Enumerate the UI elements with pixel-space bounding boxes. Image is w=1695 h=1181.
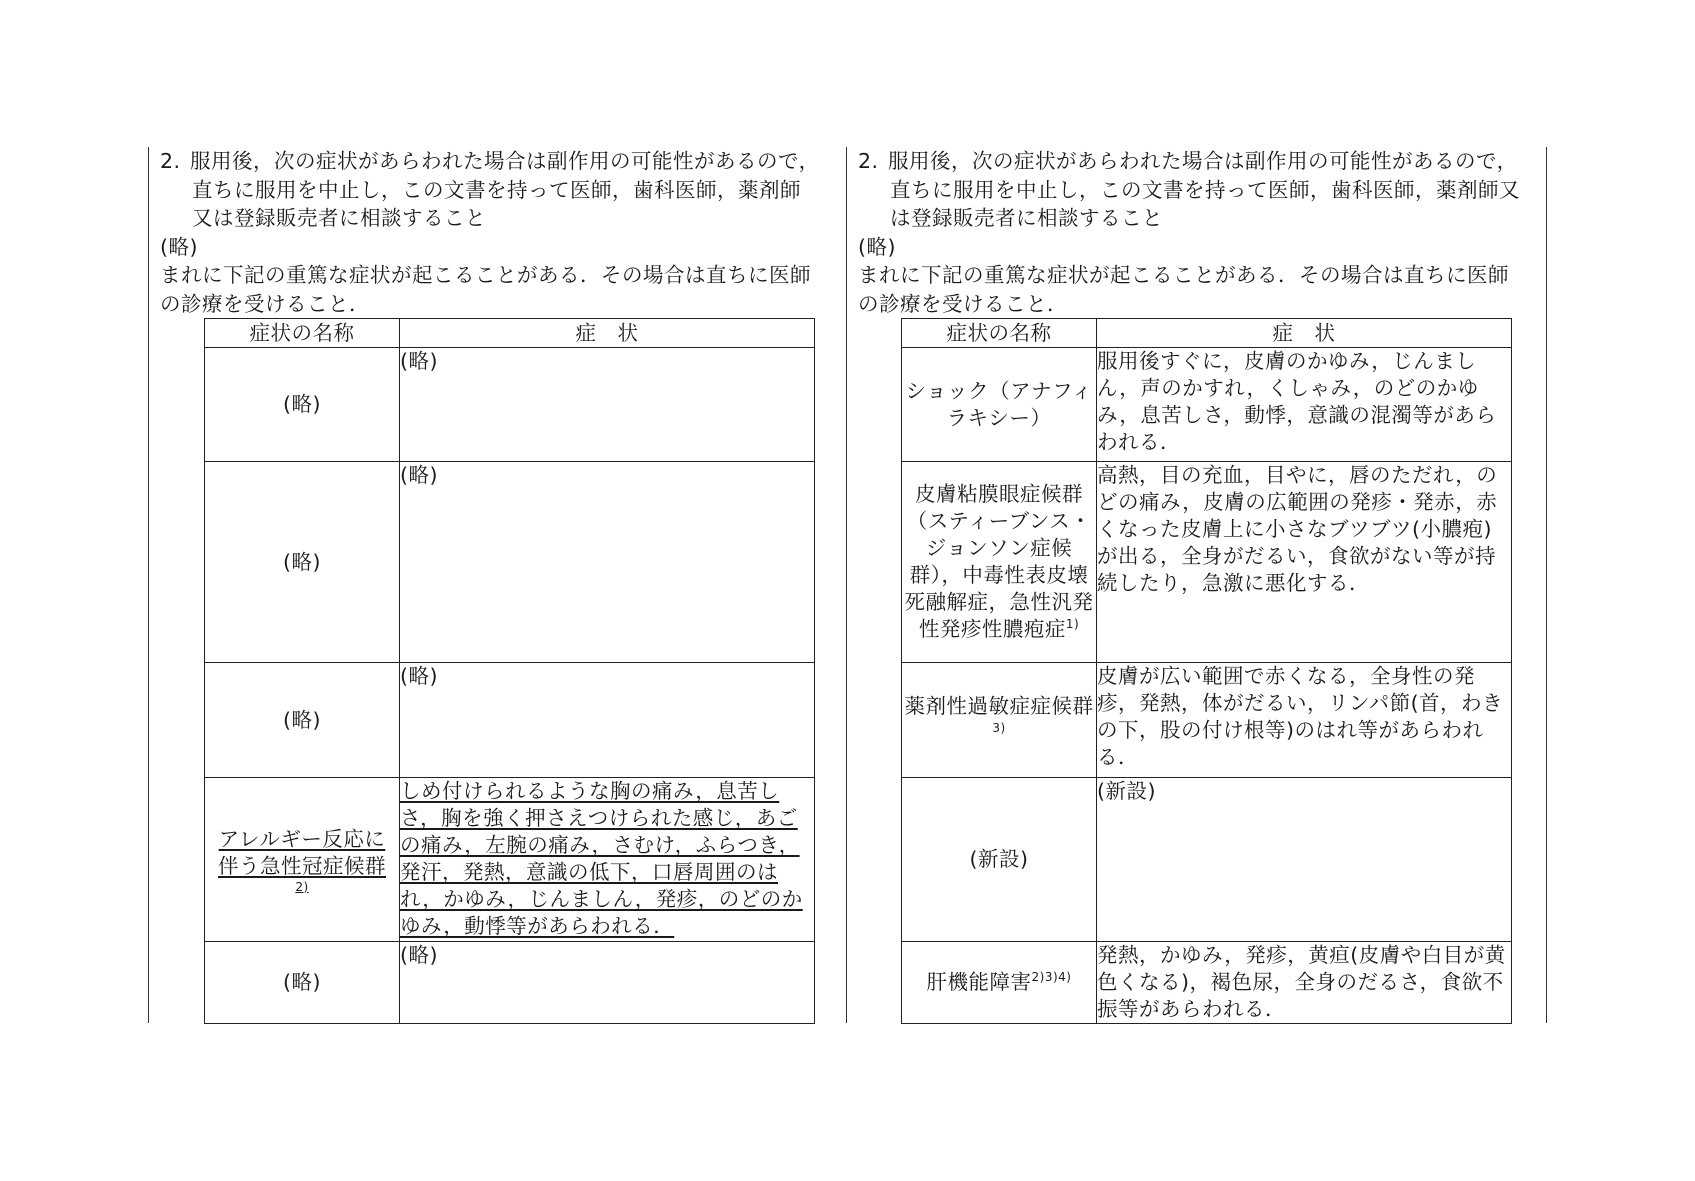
symptom-name	[902, 942, 1097, 1024]
omitted-note: (略)	[858, 234, 896, 259]
table-row	[205, 348, 815, 462]
symptom-name: (新設)	[902, 778, 1097, 942]
symptom-description	[400, 778, 815, 942]
name-line: アレルギー反応に	[218, 826, 386, 851]
table-row	[205, 663, 815, 778]
table-row	[902, 942, 1512, 1024]
table-row	[902, 778, 1512, 942]
table-row	[902, 663, 1512, 778]
symptom-name	[902, 462, 1097, 663]
reference-mark: 1)	[1065, 617, 1080, 631]
intro-line: まれに下記の重篤な症状が起こることがある．その場合は直ちに医師	[858, 263, 1509, 287]
left-border	[148, 147, 149, 1023]
left-column	[160, 147, 830, 318]
symptom-description: 発熱，かゆみ，発疹，黄疸(皮膚や白目が黄色くなる)，褐色尿，全身のだるさ，食欲不振等があらわれる．	[1097, 942, 1512, 1024]
name-line: 伴う急性冠症候群	[218, 853, 386, 878]
symptom-description: (略)	[400, 663, 815, 778]
intro-line: の診療を受けること．	[160, 291, 370, 316]
symptom-description: 服用後すぐに，皮膚のかゆみ，じんましん，声のかすれ，くしゃみ，のどのかゆみ，息苦しさ，動悸，意識の混濁等があらわれる．	[1097, 348, 1512, 462]
center-divider	[846, 147, 847, 1023]
added-text: しめ付けられるような胸の痛み，息苦しさ，胸を強く押さえつけられた感じ，あごの痛み，左腕の痛み，さむけ，ふらつき，発汗，発熱，意識の低下，口唇周囲のはれ，かゆみ，じんましん，発疹，のどのかゆみ，動悸等があらわれる．	[400, 779, 803, 938]
symptom-name	[902, 663, 1097, 778]
left-symptom-table	[204, 318, 815, 1024]
item-text-line: 服用後，次の症状があらわれた場合は副作用の可能性があるので，	[888, 149, 1518, 173]
table-row	[205, 942, 815, 1024]
item-number: 2.	[160, 149, 181, 173]
right-column	[858, 147, 1528, 318]
symptom-description: (略)	[400, 462, 815, 663]
symptom-description: (略)	[400, 348, 815, 462]
symptom-name: (略)	[205, 348, 400, 462]
item-text-line: は登録販売者に相談すること	[890, 206, 1163, 230]
table-header-row	[902, 319, 1512, 348]
table-row	[902, 348, 1512, 462]
intro-line: の診療を受けること．	[858, 291, 1068, 316]
symptom-description: (新設)	[1097, 778, 1512, 942]
name-text: 薬剤性過敏症症候群	[904, 694, 1094, 718]
header-symptom: 症 状	[400, 319, 815, 348]
reference-mark: 3)	[992, 721, 1006, 735]
left-item-2	[160, 147, 830, 233]
header-name: 症状の名称	[205, 319, 400, 348]
right-symptom-table	[901, 318, 1512, 1024]
right-border	[1546, 147, 1547, 1023]
symptom-name: ショック（アナフィラキシー）	[902, 348, 1097, 462]
item-text-line: 直ちに服用を中止し，この文書を持って医師，歯科医師，薬剤師又	[890, 177, 1520, 202]
symptom-description: 高熱，目の充血，目やに，唇のただれ，のどの痛み，皮膚の広範囲の発疹・発赤，赤くなった皮膚上に小さなブツブツ(小膿疱)が出る，全身がだるい，食欲がない等が持続したり，急激に悪化する．	[1097, 462, 1512, 663]
symptom-description: (略)	[400, 942, 815, 1024]
omitted-note: (略)	[160, 234, 198, 259]
table-row	[205, 462, 815, 663]
symptom-name	[205, 778, 400, 942]
symptom-name: (略)	[205, 663, 400, 778]
reference-mark: 2)3)4)	[1031, 970, 1072, 984]
item-text-line: 服用後，次の症状があらわれた場合は副作用の可能性があるので，	[190, 149, 820, 173]
item-text-line: 直ちに服用を中止し，この文書を持って医師，歯科医師，薬剤師	[192, 177, 801, 202]
name-text: 皮膚粘膜眼症候群（スティーブンス・ジョンソン症候群），中毒性表皮壊死融解症，急性汎発性発疹性膿疱症	[904, 482, 1094, 641]
right-item-2	[858, 147, 1528, 233]
header-symptom: 症 状	[1097, 319, 1512, 348]
name-text: 肝機能障害	[926, 970, 1032, 994]
reference-mark: 2)	[295, 879, 309, 894]
symptom-name: (略)	[205, 462, 400, 663]
table-row	[205, 778, 815, 942]
intro-line: まれに下記の重篤な症状が起こることがある．その場合は直ちに医師	[160, 263, 811, 287]
table-header-row	[205, 319, 815, 348]
symptom-description: 皮膚が広い範囲で赤くなる，全身性の発疹，発熱，体がだるい，リンパ節(首，わきの下，股の付け根等)のはれ等があらわれる．	[1097, 663, 1512, 778]
header-name: 症状の名称	[902, 319, 1097, 348]
symptom-name: (略)	[205, 942, 400, 1024]
table-row	[902, 462, 1512, 663]
item-text-line: 又は登録販売者に相談すること	[192, 206, 486, 230]
item-number: 2.	[858, 149, 879, 173]
